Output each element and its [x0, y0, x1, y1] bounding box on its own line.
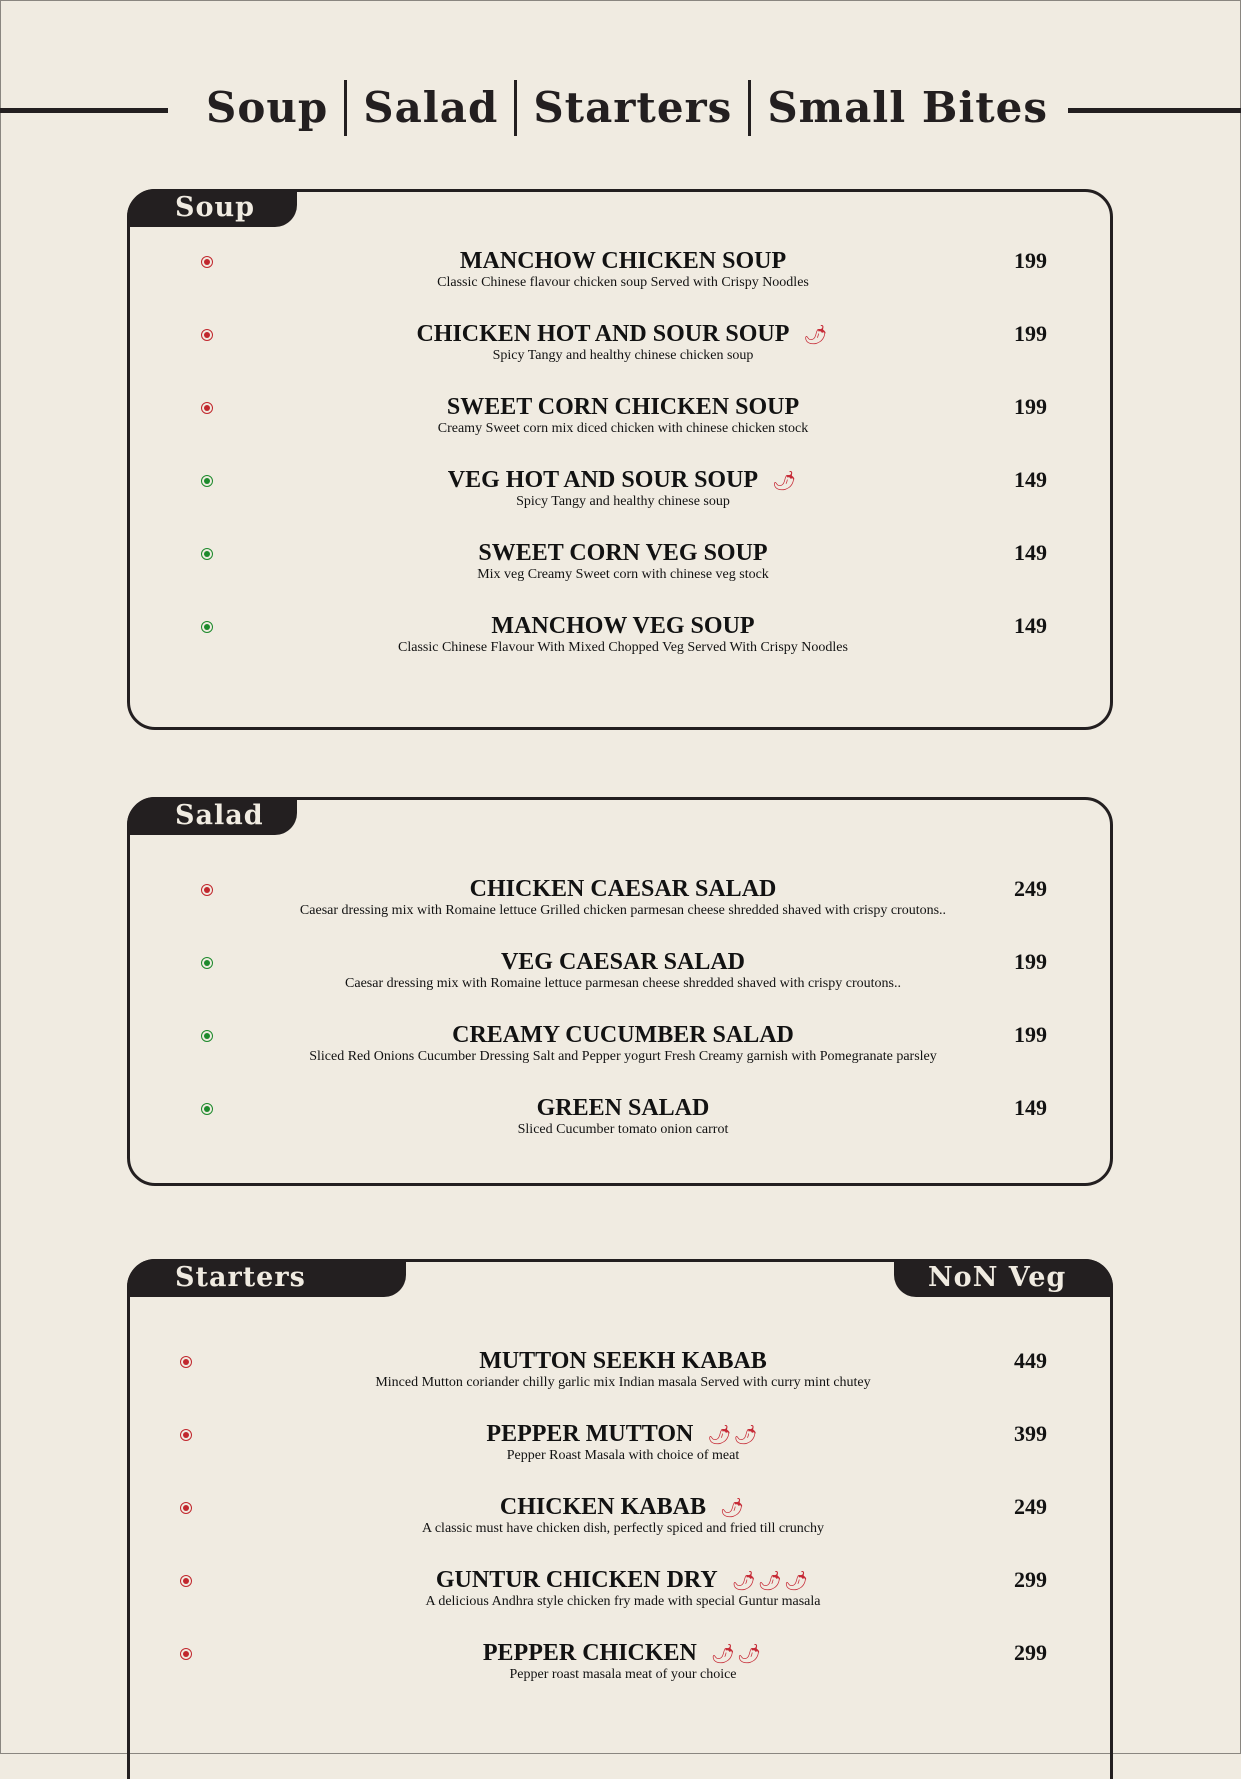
menu-item-price: 449: [1014, 1348, 1047, 1373]
menu-item-title: MUTTON SEEKH KABAB: [479, 1348, 767, 1374]
menu-item-price: 149: [1014, 540, 1047, 565]
menu-item-name: [130, 391, 1116, 423]
menu-item-title: MANCHOW VEG SOUP: [491, 613, 755, 639]
title-small-bites: Small Bites: [767, 83, 1049, 132]
menu-item: [130, 1491, 1110, 1564]
menu-item: [130, 1019, 1110, 1092]
menu-item-price: 299: [1014, 1567, 1047, 1592]
chili-spice-icon: 🌶: [719, 1498, 747, 1519]
section-tab-soup: Soup: [127, 189, 297, 227]
menu-item-price: 249: [1014, 1494, 1047, 1519]
menu-item-name: [130, 1345, 1116, 1377]
menu-item-title: VEG HOT AND SOUR SOUP: [447, 467, 759, 493]
menu-item-price: 149: [1014, 1095, 1047, 1120]
menu-item-description: Minced Mutton coriander chilly garlic mix Indian masala Served with curry mint chutey: [375, 1375, 871, 1390]
page-title: [200, 76, 1064, 140]
menu-item: [130, 537, 1110, 610]
menu-item-price: 199: [1014, 248, 1047, 273]
menu-item-description: Sliced Cucumber tomato onion carrot: [517, 1122, 729, 1137]
menu-item-title: CHICKEN HOT AND SOUR SOUP: [416, 321, 790, 347]
menu-item-title: GUNTUR CHICKEN DRY: [435, 1567, 718, 1593]
menu-item: [130, 1092, 1110, 1165]
title-salad: Salad: [363, 83, 499, 132]
menu-item-price: 199: [1014, 394, 1047, 419]
menu-item-description: Classic Chinese Flavour With Mixed Chopped Veg Served With Crispy Noodles: [398, 640, 848, 655]
soup-items: [130, 245, 1110, 683]
menu-item-price: 199: [1014, 949, 1047, 974]
menu-item-title: MANCHOW CHICKEN SOUP: [459, 248, 787, 274]
menu-item-name: [130, 873, 1116, 905]
menu-item: [130, 245, 1110, 318]
section-tab-starters: Starters: [127, 1259, 406, 1297]
menu-item-title: GREEN SALAD: [536, 1095, 710, 1121]
menu-item-description: A delicious Andhra style chicken fry made with special Guntur masala: [425, 1594, 821, 1609]
menu-item: [130, 1564, 1110, 1637]
menu-item-price: 399: [1014, 1421, 1047, 1446]
title-starters: Starters: [533, 83, 733, 132]
menu-item-title: CHICKEN KABAB: [499, 1494, 706, 1520]
chili-spice-icon: 🌶🌶: [710, 1644, 764, 1665]
menu-item-description: Spicy Tangy and healthy chinese chicken soup: [492, 348, 754, 363]
menu-item-description: Mix veg Creamy Sweet corn with chinese veg stock: [477, 567, 769, 582]
title-soup: Soup: [206, 83, 329, 132]
chili-spice-icon: 🌶: [803, 325, 830, 346]
menu-item-title: CREAMY CUCUMBER SALAD: [452, 1022, 794, 1048]
menu-item: [130, 1418, 1110, 1491]
menu-item: [130, 464, 1110, 537]
menu-item-price: 249: [1014, 876, 1047, 901]
menu-item-title: PEPPER MUTTON: [486, 1421, 694, 1447]
salad-section: [127, 797, 1113, 1186]
starters-items: [130, 1345, 1110, 1710]
section-tab-salad: Salad: [127, 797, 297, 835]
menu-item-name: [130, 1019, 1116, 1051]
soup-section: [127, 189, 1113, 730]
menu-item-name: [130, 946, 1116, 978]
chili-spice-icon: 🌶: [772, 471, 799, 492]
menu-item-name: [130, 1092, 1116, 1124]
menu-item-price: 199: [1014, 1022, 1047, 1047]
menu-item-description: Pepper roast masala meat of your choice: [509, 1667, 737, 1682]
menu-item: [130, 610, 1110, 683]
menu-item-description: Creamy Sweet corn mix diced chicken with chinese chicken stock: [437, 421, 809, 436]
menu-item-description: Sliced Red Onions Cucumber Dressing Salt and Pepper yogurt Fresh Creamy garnish with Pomegranate parsley: [309, 1049, 937, 1064]
menu-item: [130, 1345, 1110, 1418]
menu-item-description: Caesar dressing mix with Romaine lettuce parmesan cheese shredded shaved with crispy croutons..: [345, 976, 901, 991]
menu-item: [130, 873, 1110, 946]
menu-item: [130, 318, 1110, 391]
header-rule-right: [1068, 108, 1241, 113]
menu-item-name: [130, 537, 1116, 569]
menu-item-description: Caesar dressing mix with Romaine lettuce Grilled chicken parmesan cheese shredded shaved with crispy croutons..: [299, 903, 947, 918]
menu-item-price: 299: [1014, 1640, 1047, 1665]
menu-item-title: SWEET CORN VEG SOUP: [478, 540, 768, 566]
menu-item-description: Pepper Roast Masala with choice of meat: [506, 1448, 740, 1463]
menu-item: [130, 391, 1110, 464]
menu-item-title: CHICKEN CAESAR SALAD: [469, 876, 777, 902]
menu-item-price: 149: [1014, 613, 1047, 638]
menu-item-title: SWEET CORN CHICKEN SOUP: [446, 394, 800, 420]
menu-item-title: VEG CAESAR SALAD: [500, 949, 746, 975]
menu-item-price: 149: [1014, 467, 1047, 492]
starters-section: [127, 1259, 1113, 1779]
menu-item-title: PEPPER CHICKEN: [482, 1640, 697, 1666]
chili-spice-icon: 🌶🌶🌶: [731, 1571, 811, 1592]
menu-item-description: Spicy Tangy and healthy chinese soup: [516, 494, 730, 509]
menu-item-price: 199: [1014, 321, 1047, 346]
menu-item: [130, 1637, 1110, 1710]
menu-item-name: [130, 610, 1116, 642]
menu-item-description: A classic must have chicken dish, perfectly spiced and fried till crunchy: [422, 1521, 824, 1536]
section-tab-nonveg: NoN Veg: [894, 1259, 1113, 1297]
menu-item: [130, 946, 1110, 1019]
header-rule-left: [0, 108, 168, 113]
menu-header: [0, 68, 1241, 148]
menu-item-name: [130, 245, 1116, 277]
menu-item-description: Classic Chinese flavour chicken soup Served with Crispy Noodles: [437, 275, 809, 290]
chili-spice-icon: 🌶🌶: [707, 1425, 760, 1446]
salad-items: [130, 873, 1110, 1165]
